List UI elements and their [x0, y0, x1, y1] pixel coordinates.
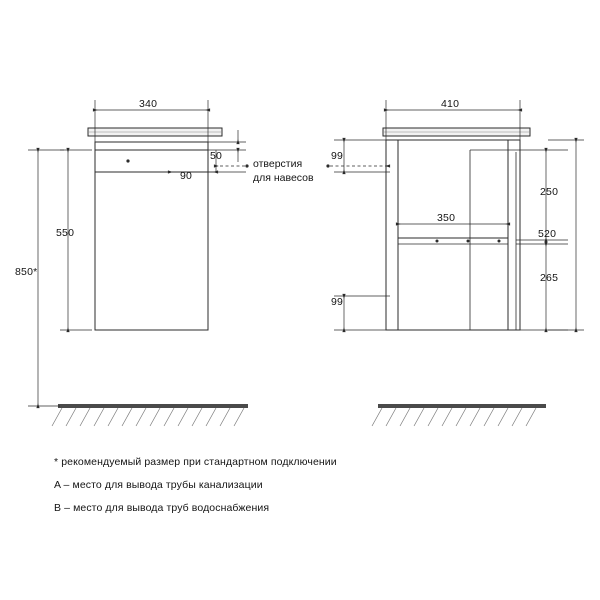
note-water-outlet: B – место для вывода труб водоснабжения [54, 502, 270, 514]
holes-callout-line2: для навесов [253, 172, 314, 184]
dim-side-top-offset: 50 [210, 150, 223, 162]
dim-front-bottom-offset: 99 [331, 296, 344, 308]
dim-front-lower-section: 265 [540, 272, 559, 284]
dim-side-total-height: 850* [15, 266, 38, 278]
dim-front-upper-section: 250 [540, 186, 559, 198]
dim-front-width: 410 [441, 98, 460, 110]
note-sewer-outlet: A – место для вывода трубы канализации [54, 479, 263, 491]
floor-right [372, 404, 546, 426]
holes-callout [253, 157, 314, 185]
dim-front-total-height: 520 [538, 228, 557, 240]
dim-front-top-offset: 99 [331, 150, 344, 162]
dim-side-hole-offset: 90 [180, 170, 193, 182]
floor-left [52, 404, 248, 426]
dim-side-width: 340 [139, 98, 158, 110]
dim-front-inner-width: 350 [437, 212, 456, 224]
note-recommended-size: * рекомендуемый размер при стандартном подключении [54, 456, 337, 468]
dim-side-body-height: 550 [56, 227, 75, 239]
side-view-group [88, 128, 222, 330]
holes-callout-line1: отверстия [253, 158, 303, 170]
